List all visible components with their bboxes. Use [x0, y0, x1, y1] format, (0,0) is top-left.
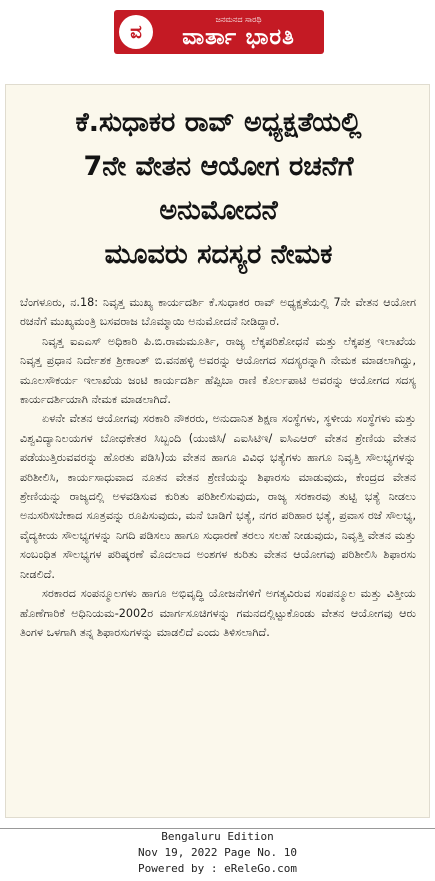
- newspaper-logo[interactable]: [114, 10, 324, 54]
- logo-name: ವಾರ್ತಾ ಭಾರತಿ: [182, 24, 295, 50]
- logo-emblem-icon: ವ: [119, 15, 153, 49]
- paragraph-text: ನಿವೃತ್ತ ಮುಖ್ಯ ಕಾರ್ಯದರ್ಶಿ ಕೆ.ಸುಧಾಕರ ರಾವ್ ಅಧ್ಯಕ್ಷತೆಯಲ್ಲಿ 7ನೇ ವೇತನ ಆಯೋಗ ರಚನೆಗೆ ಮುಖ್ಯಮಂತ್ರಿ ಬಸವರಾಜ ಬೊಮ್ಮಾಯಿ ಅನುಮೋದನೆ ನೀಡಿದ್ದಾರೆ.: [20, 296, 416, 329]
- page-footer: [0, 829, 435, 877]
- article-headline: [6, 101, 431, 277]
- edition-label: Bengaluru Edition: [161, 830, 274, 843]
- article-paragraph: ಸರಕಾರದ ಸಂಪನ್ಮೂಲಗಳು ಹಾಗೂ ಅಭಿವೃದ್ಧಿ ಯೋಜನೆಗಳಿಗೆ ಅಗತ್ಯವಿರುವ ಸಂಪನ್ಮೂಲ ಮತ್ತು ವಿತ್ತೀಯ ಹೊಣೆಗಾರಿಕೆ ಅಧಿನಿಯಮ-2002ರ ಮಾರ್ಗಸೂಚಿಗಳನ್ನು ಗಮನದಲ್ಲಿಟ್ಟುಕೊಂಡು ವೇತನ ಆಯೋಗವು ಆರು ತಿಂಗಳ ಒಳಗಾಗಿ ತನ್ನ ಶಿಫಾರಸುಗಳನ್ನು ಮಾಡಲಿದೆ ಎಂದು ತಿಳಿಸಲಾಗಿದೆ.: [20, 587, 416, 639]
- article-clipping: [5, 84, 430, 818]
- article-paragraph: ಏಳನೇ ವೇತನ ಆಯೋಗವು ಸರಕಾರಿ ನೌಕರರು, ಅನುದಾನಿತ ಶಿಕ್ಷಣ ಸಂಸ್ಥೆಗಳು, ಸ್ಥಳೀಯ ಸಂಸ್ಥೆಗಳು ಮತ್ತು ವಿಶ್ವವಿದ್ಯಾನಿಲಯಗಳ ಬೋಧಕೇತರ ಸಿಬ್ಬಂದಿ (ಯುಜಿಸಿ/ ಎಐಸಿಟಿಇ/ ಐಸಿಎಆರ್ ವೇತನ ಶ್ರೇಣಿಯ ವೇತನ ಪಡೆಯುತ್ತಿರುವವರನ್ನು ಹೊರತು ಪಡಿಸಿ)ಯ ವೇತನ ಹಾಗೂ ವಿವಿಧ ಭತ್ಯೆಗಳು ಹಾಗೂ ನಿವೃತ್ತಿ ಸೌಲಭ್ಯಗಳನ್ನು ಪರಿಶೀಲಿಸಿ, ಕಾರ್ಯಸಾಧುವಾದ ನೂತನ ವೇತನ ಶ್ರೇಣಿಯನ್ನು ಶಿಫಾರಸು ಮಾಡುವುದು, ಕೇಂದ್ರದ ವೇತನ ಶ್ರೇಣಿಯನ್ನು ರಾಜ್ಯದಲ್ಲಿ ಅಳವಡಿಸುವ ಕುರಿತು ಪರಿಶೀಲಿಸುವುದು, ರಾಜ್ಯ ಸರಕಾರವು ತುಟ್ಟಿ ಭತ್ಯೆ ನೀಡಲು ಅನುಸರಿಸಬೇಕಾದ ಸೂತ್ರವನ್ನು ರೂಪಿಸುವುದು, ಮನೆ ಬಾಡಿಗೆ ಭತ್ಯೆ, ನಗರ ಪರಿಹಾರ ಭತ್ಯೆ, ಪ್ರವಾಸ ರಜೆ ಸೌಲಭ್ಯ, ವೈದ್ಯಕೀಯ ಸೌಲಭ್ಯಗಳನ್ನು ನಿಗದಿ ಪಡಿಸಲು ಹಾಗೂ ಸುಧಾರಣೆ ತರಲು ಸಲಹೆ ನೀಡುವುದು, ನಿವೃತ್ತಿ ವೇತನ ಮತ್ತು ಸಂಬಂಧಿತ ಸೌಲಭ್ಯಗಳ ಪರಿಷ್ಕರಣೆ ಮೊದಲಾದ ಅಂಶಗಳ ಕುರಿತು ವೇತನ ಆಯೋಗವು ಪರಿಶೀಲಿಸಿ ಶಿಫಾರಸು ನೀಡಲಿದೆ.: [20, 412, 416, 581]
- article-paragraph: [20, 293, 416, 332]
- article-paragraph: ನಿವೃತ್ತ ಐಎಎಸ್ ಅಧಿಕಾರಿ ಪಿ.ಬಿ.ರಾಮಮೂರ್ತಿ, ರಾಜ್ಯ ಲೆಕ್ಕಪರಿಶೋಧನೆ ಮತ್ತು ಲೆಕ್ಕಪತ್ರ ಇಲಾಖೆಯ ನಿವೃತ್ತ ಪ್ರಧಾನ ನಿರ್ದೇಶಕ ಶ್ರೀಕಾಂತ್ ಬಿ.ವನಹಳ್ಳಿ ಅವರನ್ನು ಆಯೋಗದ ಸದಸ್ಯರನ್ನಾಗಿ ನೇಮಕ ಮಾಡಲಾಗಿದ್ದು, ಮೂಲಸೌಕರ್ಯ ಇಲಾಖೆಯ ಜಂಟಿ ಕಾರ್ಯದರ್ಶಿ ಹೆಪ್ಸಿಬಾ ರಾಣಿ ಕೊರ್ಲಪಾಟಿ ಅವರನ್ನು ಆಯೋಗದ ಸದಸ್ಯ ಕಾರ್ಯದರ್ಶಿಯಾಗಿ ನೇಮಕ ಮಾಡಲಾಗಿದೆ.: [20, 334, 416, 407]
- dateline: ಬೆಂಗಳೂರು, ನ.18:: [20, 296, 98, 309]
- headline-line: ಅನುಮೋದನೆ: [159, 195, 278, 226]
- article-body: [20, 293, 416, 642]
- logo-text: [153, 14, 324, 51]
- date-page-label: Nov 19, 2022 Page No. 10: [138, 846, 297, 859]
- headline-line: ಮೂವರು ಸದಸ್ಯರ ನೇಮಕ: [104, 239, 333, 270]
- headline-line: ಕೆ.ಸುಧಾಕರ ರಾವ್ ಅಧ್ಯಕ್ಷತೆಯಲ್ಲಿ: [75, 107, 362, 138]
- powered-by-label[interactable]: Powered by : eReleGo.com: [138, 862, 297, 875]
- headline-line: 7ನೇ ವೇತನ ಆಯೋಗ ರಚನೆಗೆ: [83, 151, 354, 182]
- masthead: [0, 0, 435, 68]
- logo-tagline: ಜನಮನದ ಸಾರಥಿ: [215, 14, 262, 24]
